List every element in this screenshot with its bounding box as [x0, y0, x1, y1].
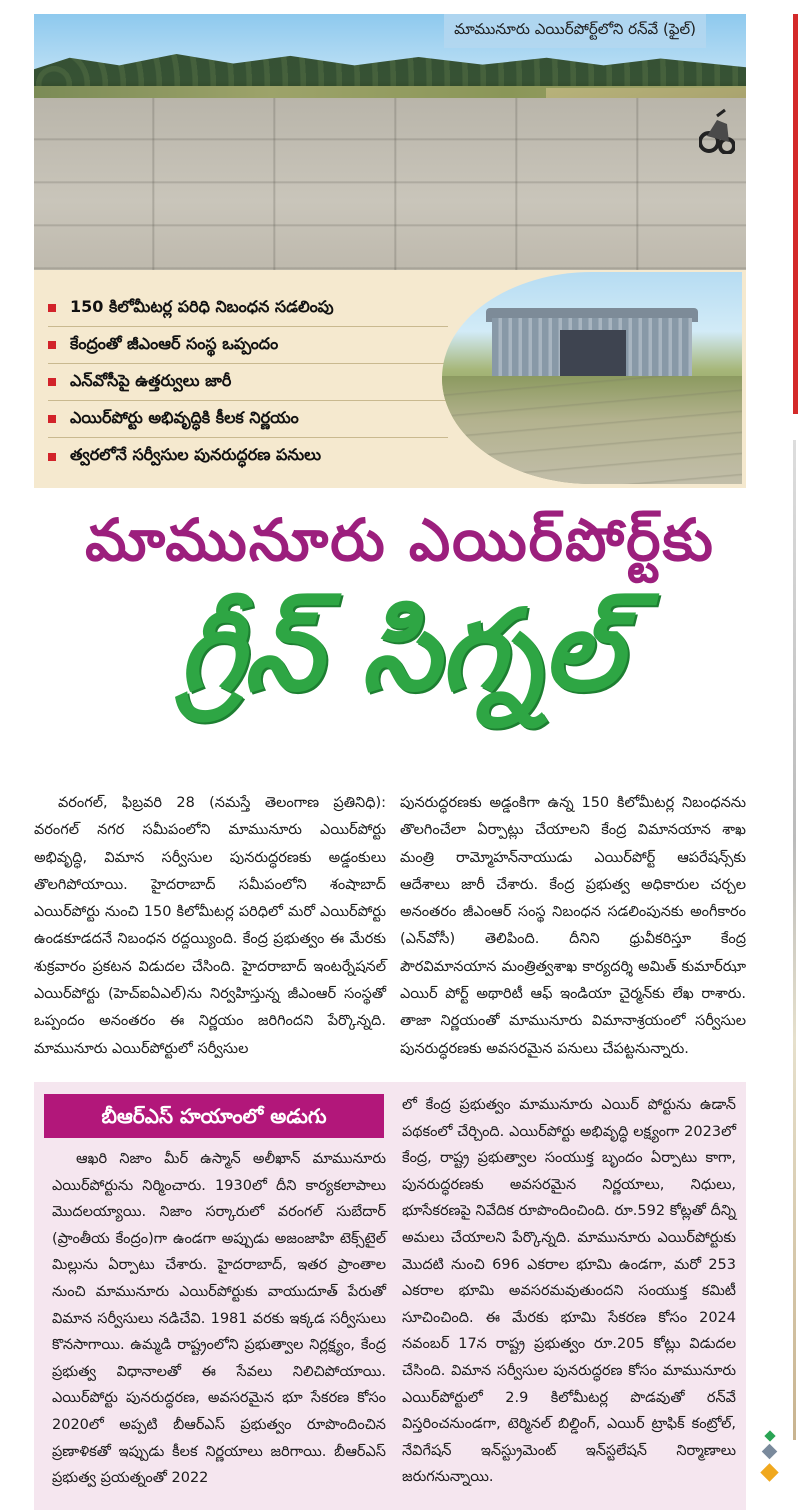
diamond-icon	[764, 1430, 775, 1441]
highlight-item: త్వరలోనే సర్వీసుల పునరుద్ధరణ పనులు	[48, 438, 448, 475]
highlight-item: కేంద్రంతో జీఎంఆర్ సంస్థ ఒప్పందం	[48, 327, 448, 364]
bullet-square-icon	[48, 415, 56, 423]
hangar-photo	[442, 272, 742, 484]
sidebar-column-2: లో కేంద్ర ప్రభుత్వం మామునూరు ఎయిర్ పోర్టును ఉడాన్ పథకంలో చేర్చింది. ఎయిర్‌పోర్టు అభివృద్ధి లక్ష్యంగా 2023లో కేంద్ర, రాష్ట్ర ప్రభుత్వాల సంయుక్త బృందం ఏర్పాటు కాగా, పునరుద్ధరణకు అవసరమైన నిర్ణయాలు, నిధులు, భూసేకరణపై నివేదిక రూపొందించింది. రూ.592 కోట్లతో దీన్ని అమలు చేయాలని పేర్కొన్నది. మామునూరు ఎయిర్‌పోర్టుకు మొదటి నుంచి 696 ఎకరాల భూమి ఉండగా, మరో 253 ఎకరాల భూమి అవసరమవుతుందని సంయుక్త కమిటీ సూచించింది. ఈ మేరకు భూమి సేకరణ కోసం 2024 నవంబర్ 17న రాష్ట్ర ప్రభుత్వం రూ.205 కోట్లు విడుదల చేసింది. విమాన సర్వీసుల పునరుద్ధరణ కోసం మామునూరు ఎయిర్‌పోర్టులో 2.9 కిలోమీటర్ల పొడవుతో రన్‌వే విస్తరించనుండగా, టెర్మినల్ బిల్డింగ్, ఎయిర్ ట్రాఫిక్ కంట్రోల్, నేవిగేషన్ ఇన్‌స్ట్రుమెంట్ ఇన్‌స్టలేషన్ నిర్మాణాలు జరుగనున్నాయి.	[402, 1097, 736, 1486]
sidebar-box	[34, 1082, 746, 1510]
diamond-icon	[762, 1444, 778, 1460]
highlights-list	[48, 290, 448, 475]
subheadline: గ్రీన్ సిగ్నల్	[178, 586, 622, 716]
headline: మామునూరు ఎయిర్‌పోర్ట్‌కు	[85, 506, 715, 574]
hangar-door	[560, 330, 626, 376]
photo-caption: మామునూరు ఎయిర్‌పోర్ట్‌లోని రన్‌వే (ఫైల్)	[444, 14, 706, 48]
article-column-1: వరంగల్, ఫిబ్రవరి 28 (నమస్తే తెలంగాణ ప్రతినిధి): వరంగల్ నగర సమీపంలోని మామునూరు ఎయిర్‌పోర్టు అభివృద్ధి, విమాన సర్వీసుల పునరుద్ధరణకు అడ్డంకులు తొలగిపోయాయి. హైదరాబాద్ సమీపంలోని శంషాబాద్ ఎయిర్‌పోర్టు నుంచి 150 కిలోమీటర్ల పరిధిలో మరో ఎయిర్‌పోర్టు ఉండకూడదనే నిబంధన రద్దయ్యింది. కేంద్ర ప్రభుత్వం ఈ మేరకు శుక్రవారం ప్రకటన విడుదల చేసింది. హైదరాబాద్ ఇంటర్నేషనల్ ఎయిర్‌పోర్టు (హెచ్ఐఏఎల్)ను నిర్వహిస్తున్న జీఎంఆర్ సంస్థతో ఒప్పందం అనంతరం ఈ నిర్ణయం జరిగిందని పేర్కొన్నది. మామునూరు ఎయిర్‌పోర్టులో సర్వీసుల	[34, 795, 386, 1057]
hangar-field	[442, 376, 742, 484]
bullet-square-icon	[48, 304, 56, 312]
sidebar-title: బీఆర్ఎస్ హయాంలో అడుగు	[44, 1094, 384, 1138]
bullet-square-icon	[48, 453, 56, 461]
diamond-icon	[760, 1463, 778, 1481]
highlights-panel	[34, 270, 746, 488]
highlight-item: ఎయిర్‌పోర్టు అభివృద్ధికి కీలక నిర్ణయం	[48, 401, 448, 438]
diamond-ornament	[762, 1432, 782, 1502]
bullet-square-icon	[48, 341, 56, 349]
highlight-item: 150 కిలోమీటర్ల పరిధి నిబంధన సడలింపు	[48, 290, 448, 327]
runway-surface	[34, 98, 746, 270]
bullet-square-icon	[48, 378, 56, 386]
edge-red-bar	[793, 14, 798, 414]
article-column-2: పునరుద్ధరణకు అడ్డంకిగా ఉన్న 150 కిలోమీటర్ల నిబంధనను తొలగించేలా ఏర్పాట్లు చేయాలని కేంద్ర విమానయాన శాఖ మంత్రి రామ్మోహన్‌నాయుడు ఎయిర్‌పోర్ట్ ఆపరేషన్స్‌కు ఆదేశాలు జారీ చేశారు. కేంద్ర ప్రభుత్వ అధికారుల చర్చల అనంతరం జీఎంఆర్ సంస్థ నిబంధన సడలింపునకు అంగీకారం (ఎన్‌వోసీ) తెలిపింది. దీనిని ధ్రువీకరిస్తూ కేంద్ర పౌరవిమానయాన మంత్రిత్వశాఖ కార్యదర్శి అమిత్ కుమార్‌ఝా ఎయిర్ పోర్ట్ అథారిటీ ఆఫ్ ఇండియా చైర్మన్‌కు లేఖ రాశారు. తాజా నిర్ణయంతో మామునూరు విమానాశ్రయంలో సర్వీసుల పునరుద్ధరణకు అవసరమైన పనులు చేపట్టనున్నారు.	[400, 795, 746, 1057]
runway-photo	[34, 14, 746, 270]
sidebar-column-1: ఆఖరి నిజాం మీర్ ఉస్మాన్ అలీఖాన్ మామునూరు ఎయిర్‌పోర్టును నిర్మించారు. 1930లో దీని కార్యకలాపాలు మొదలయ్యాయి. నిజాం సర్కారులో వరంగల్ సుబేదార్ (ప్రాంతీయ కేంద్రం)గా ఉండగా అప్పుడు అజంజాహి టెక్స్‌టైల్ మిల్లును ఏర్పాటు చేశారు. హైదరాబాద్, ఇతర ప్రాంతాల నుంచి మామునూరు ఎయిర్‌పోర్టుకు వాయుదూత్ పేరుతో విమాన సర్వీసులు నడిచేవి. 1981 వరకు ఇక్కడ సర్వీసులు కొనసాగాయి. ఉమ్మడి రాష్ట్రంలోని ప్రభుత్వాల నిర్లక్ష్యం, కేంద్ర ప్రభుత్వ విధానాలతో ఈ సేవలు నిలిచిపోయాయి. ఎయిర్‌పోర్టు పునరుద్ధరణ, అవసరమైన భూ సేకరణ కోసం 2020లో అప్పటి బీఆర్ఎస్ ప్రభుత్వం రూపొందించిన ప్రణాళికతో ఇప్పుడు కీలక నిర్ణయాలు జరిగాయి. బీఆర్ఎస్ ప్రభుత్వ ప్రయత్నంతో 2022	[52, 1151, 386, 1487]
motorbike-icon	[699, 106, 735, 154]
edge-divider	[793, 440, 796, 1440]
highlight-item: ఎన్‌వోసీపై ఉత్తర్వులు జారీ	[48, 364, 448, 401]
